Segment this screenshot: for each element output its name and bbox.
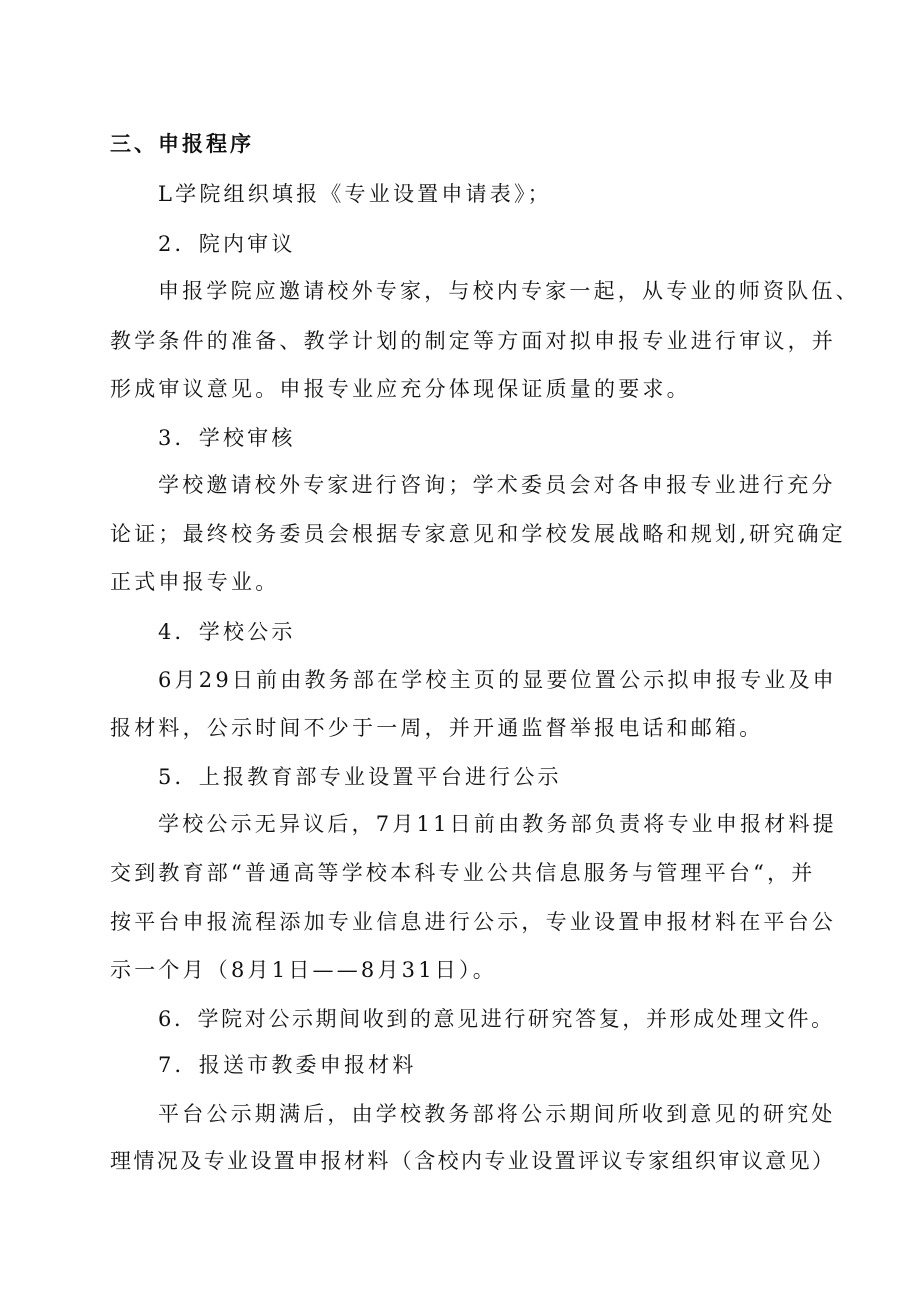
step-3-body-line: 学校邀请校外专家进行咨询；学术委员会对各申报专业进行充分 [158,473,836,497]
step-7-title: 7．报送市教委申报材料 [158,1053,417,1077]
step-1-title: L学院组织填报《专业设置申请表》； [158,182,552,206]
step-3-body-line: 论证；最终校务委员会根据专家意见和学校发展战略和规划,研究确定 [110,522,846,546]
step-3-title: 3．学校审核 [158,426,296,450]
step-7-body-line: 理情况及专业设置申报材料（含校内专业设置评议专家组织审议意见） [110,1149,836,1173]
step-5-body-line: 示一个月（8月1日——8月31日）。 [110,958,497,982]
step-4-body-line: 6月29日前由教务部在学校主页的显要位置公示拟申报专业及申 [158,668,837,692]
step-6-title: 6．学院对公示期间收到的意见进行研究答复，并形成处理文件。 [158,1007,835,1031]
section-heading: 三、申报程序 [110,132,254,156]
step-4-title: 4．学校公示 [158,620,296,644]
step-2-body-line: 申报学院应邀请校外专家，与校内专家一起，从专业的师资队伍、 [158,279,860,303]
step-2-title: 2．院内审议 [158,232,296,256]
step-5-title: 5．上报教育部专业设置平台进行公示 [158,765,562,789]
step-2-body-line: 教学条件的准备、教学计划的制定等方面对拟申报专业进行审议，并 [110,329,836,353]
step-5-body-line: 交到教育部“普通高等学校本科专业公共信息服务与管理平台“，并 [110,861,816,885]
step-4-body-line: 报材料，公示时间不少于一周，并开通监督举报电话和邮箱。 [110,716,764,740]
step-5-body-line: 学校公示无异议后，7月11日前由教务部负责将专业申报材料提 [158,812,837,836]
step-7-body-line: 平台公示期满后，由学校教务部将公示期间所收到意见的研究处 [158,1102,836,1126]
step-2-body-line: 形成审议意见。申报专业应充分体现保证质量的要求。 [110,377,691,401]
step-3-body-line: 正式申报专业。 [110,570,280,594]
step-5-body-line: 按平台申报流程添加专业信息进行公示，专业设置申报材料在平台公 [110,910,836,934]
